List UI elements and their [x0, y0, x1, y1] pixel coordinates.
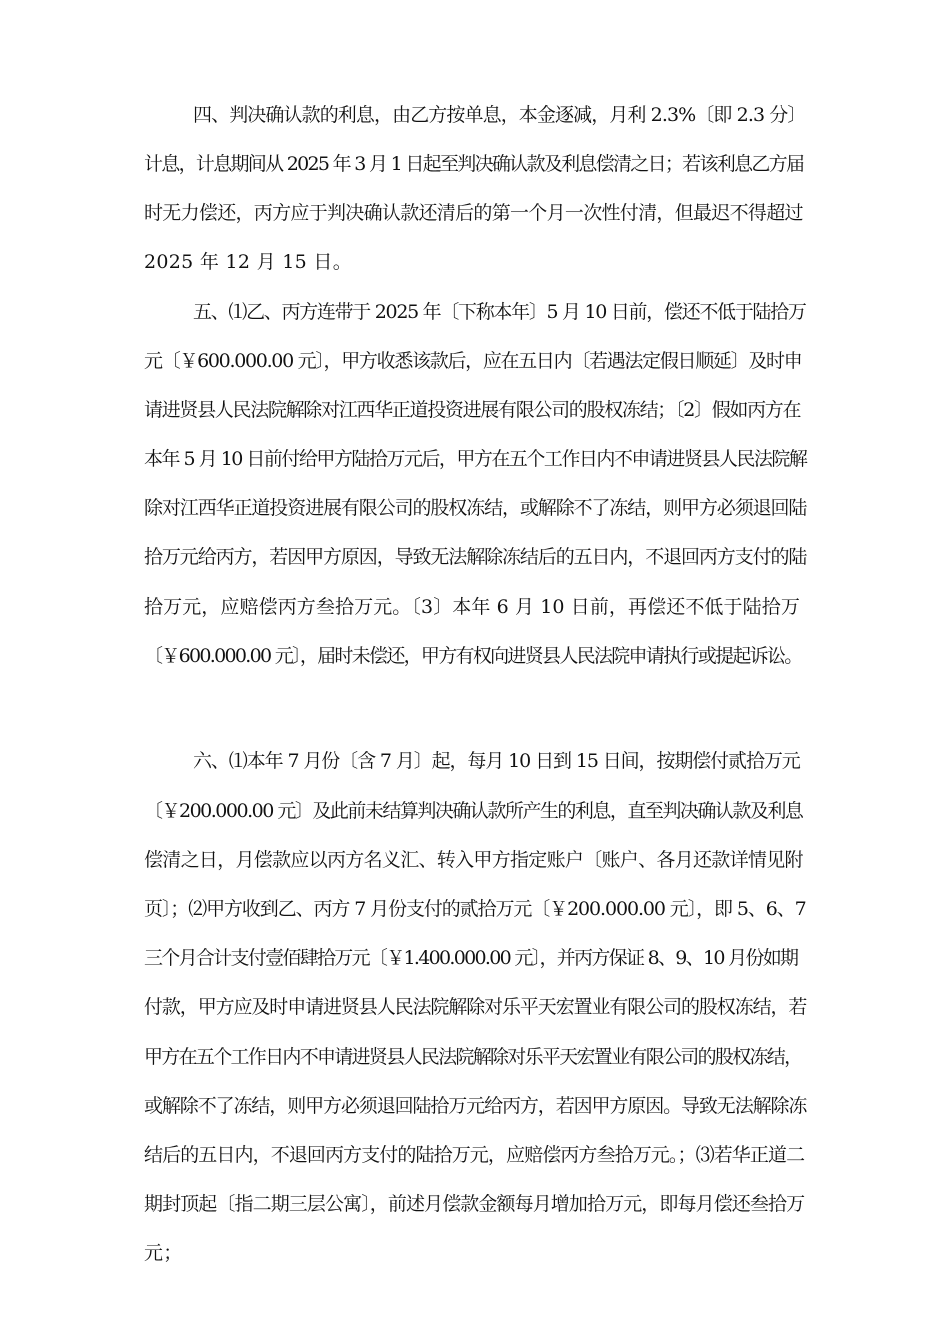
clause-5-line-4: 本年 5 月 10 日前付给甲方陆拾万元后，甲方在五个工作日内不申请进贤县人民法院解 [144, 448, 807, 470]
clause-5-line-8: 〔￥600.000.00 元〕，届时未偿还，甲方有权向进贤县人民法院申请执行或提起诉讼。 [144, 645, 802, 667]
clause-4-line-2: 计息，计息期间从 2025 年 3 月 1 日起至判决确认款及利息偿清之日；若该利息乙方届 [144, 153, 804, 175]
clause-4-line-4: 2025 年 12 月 15 日。 [144, 251, 353, 273]
clause-6-line-11: 元； [144, 1242, 183, 1264]
clause-5-line-7: 拾万元，应赔偿丙方叁拾万元。〔3〕本年 6 月 10 日前，再偿还不低于陆拾万 [144, 596, 800, 618]
clause-6-line-4: 页〕；⑵甲方收到乙、丙方 7 月份支付的贰拾万元〔￥200.000.00 元〕，即 5、6、7 [144, 898, 806, 920]
clause-6-line-7: 甲方在五个工作日内不申请进贤县人民法院解除对乐平天宏置业有限公司的股权冻结， [144, 1046, 802, 1068]
clause-6-line-2: 〔￥200.000.00 元〕及此前未结算判决确认款所产生的利息，直至判决确认款及利息 [144, 800, 803, 822]
clause-6-line-8: 或解除不了冻结，则甲方必须退回陆拾万元给丙方，若因甲方原因。导致无法解除冻 [144, 1095, 807, 1117]
clause-6-line-10: 期封顶起〔指二期三层公寓〕，前述月偿款金额每月增加拾万元，即每月偿还叁拾万 [144, 1193, 805, 1215]
clause-6-line-9: 结后的五日内，不退回丙方支付的陆拾万元，应赔偿丙方叁拾万元。；⑶若华正道二 [144, 1144, 805, 1166]
clause-5-line-6: 拾万元给丙方，若因甲方原因，导致无法解除冻结后的五日内，不退回丙方支付的陆 [144, 546, 807, 568]
clause-4-line-1: 四、判决确认款的利息，由乙方按单息，本金逐减，月利 2.3%〔即 2.3 分〕 [193, 104, 806, 126]
clause-6-line-6: 付款，甲方应及时申请进贤县人民法院解除对乐平天宏置业有限公司的股权冻结，若 [144, 996, 807, 1018]
clause-5-line-3: 请进贤县人民法院解除对江西华正道投资进展有限公司的股权冻结；〔2〕假如丙方在 [144, 399, 801, 421]
clause-5-line-2: 元〔￥600.000.00 元〕，甲方收悉该款后，应在五日内〔若遇法定假日顺延〕及时申 [144, 350, 802, 372]
clause-5-line-1: 五、⑴乙、丙方连带于 2025 年〔下称本年〕5 月 10 日前，偿还不低于陆拾万 [193, 301, 806, 323]
clause-6-line-3: 偿清之日，月偿款应以丙方名义汇、转入甲方指定账户〔账户、各月还款详情见附 [144, 849, 803, 871]
clause-6-line-1: 六、⑴本年 7 月份〔含 7 月〕起，每月 10 日到 15 日间，按期偿付贰拾万元 [193, 750, 800, 772]
clause-5-line-5: 除对江西华正道投资进展有限公司的股权冻结，或解除不了冻结，则甲方必须退回陆 [144, 497, 807, 519]
clause-6-line-5: 三个月合计支付壹佰肆拾万元〔￥1.400.000.00 元〕，并丙方保证 8、9、10 月份如期 [144, 947, 798, 969]
clause-4-line-3: 时无力偿还，丙方应于判决确认款还清后的第一个月一次性付清，但最迟不得超过 [144, 202, 803, 224]
